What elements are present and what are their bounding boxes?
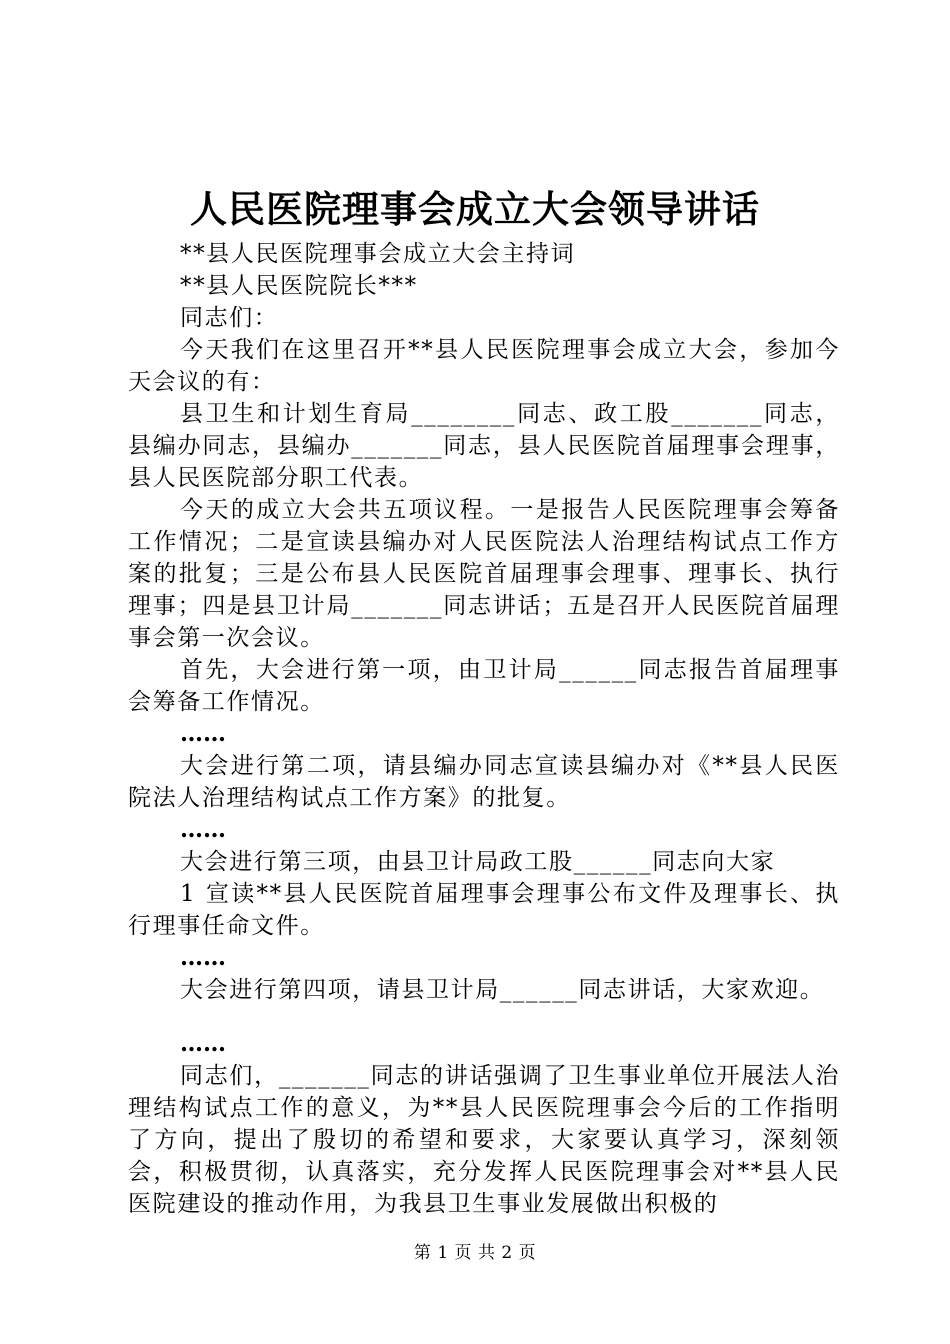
paragraph-speaker: **县人民医院院长*** xyxy=(180,273,418,299)
page-footer: 第 1 页 共 2 页 xyxy=(413,1243,537,1263)
paragraph-item-four: 大会进行第四项，请县卫计局______同志讲话，大家欢迎。 xyxy=(180,977,825,1003)
paragraph-summary: 同志们，_______同志的讲话强调了卫生事业单位开展法人治理结构试点工作的意义，为**县人民医院理事会今后的工作指明了方向，提出了殷切的希望和要求，大家要认真学习，深刻领会，积极贯彻，认真落实，充分发挥人民医院理事会对**县人民医院建设的推动作用，为我县卫生事业发展做出积极的 xyxy=(128,1063,840,1217)
paragraph-ellipsis: …… xyxy=(180,816,226,843)
document-body xyxy=(128,238,840,1220)
paragraph-greeting: 同志们： xyxy=(180,305,279,331)
paragraph-ellipsis: …… xyxy=(180,720,226,747)
paragraph-ellipsis: …… xyxy=(180,944,226,971)
paragraph-item-one: 首先，大会进行第一项，由卫计局______同志报告首届理事会筹备工作情况。 xyxy=(128,657,840,715)
paragraph-item-three: 大会进行第三项，由县卫计局政工股______同志向大家 xyxy=(180,849,776,875)
paragraph-ellipsis: …… xyxy=(180,1030,226,1057)
paragraph-item-three-continued: 1 宣读**县人民医院首届理事会理事公布文件及理事长、执行理事任命文件。 xyxy=(128,881,840,939)
paragraph-item-two: 大会进行第二项，请县编办同志宣读县编办对《**县人民医院法人治理结构试点工作方案》的批复。 xyxy=(128,753,840,811)
paragraph-attendees: 县卫生和计划生育局________同志、政工股_______同志，县编办同志，县编办_______同志，县人民医院首届理事会理事，县人民医院部分职工代表。 xyxy=(128,401,840,491)
paragraph-agenda: 今天的成立大会共五项议程。一是报告人民医院理事会筹备工作情况；二是宣读县编办对人民医院法人治理结构试点工作方案的批复；三是公布县人民医院首届理事会理事、理事长、执行理事；四是县卫计局_______同志讲话；五是召开人民医院首届理事会第一次会议。 xyxy=(128,497,840,651)
paragraph-opening: 今天我们在这里召开**县人民医院理事会成立大会，参加今天会议的有： xyxy=(128,337,840,395)
paragraph-host-speech-heading: **县人民医院理事会成立大会主持词 xyxy=(180,241,576,267)
document-title: 人民医院理事会成立大会领导讲话 xyxy=(190,187,760,231)
